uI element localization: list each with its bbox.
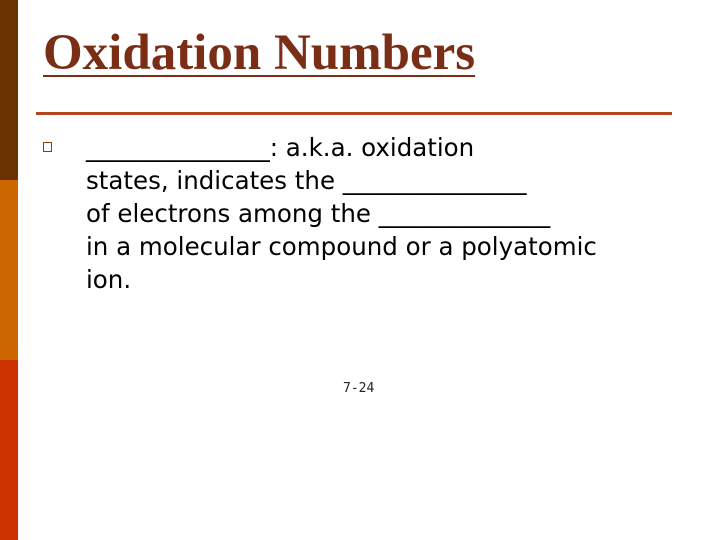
square-bullet-icon bbox=[43, 142, 52, 152]
bullet-line-4: in a molecular compound or a polyatomic bbox=[86, 232, 597, 261]
bullet-paragraph bbox=[86, 131, 686, 296]
bullet-line-2: states, indicates the _______________ bbox=[86, 166, 527, 195]
side-accent-bar-bottom bbox=[0, 360, 18, 540]
slide-title: Oxidation Numbers bbox=[43, 25, 476, 81]
side-accent-bar-top bbox=[0, 0, 18, 180]
bullet-line-1: _______________: a.k.a. oxidation bbox=[86, 133, 475, 162]
side-accent-bar-middle bbox=[0, 180, 18, 360]
page-number: 7-24 bbox=[343, 381, 375, 396]
bullet-line-5: ion. bbox=[86, 265, 132, 294]
bullet-line-3: of electrons among the ______________ bbox=[86, 199, 551, 228]
title-divider bbox=[36, 112, 672, 115]
